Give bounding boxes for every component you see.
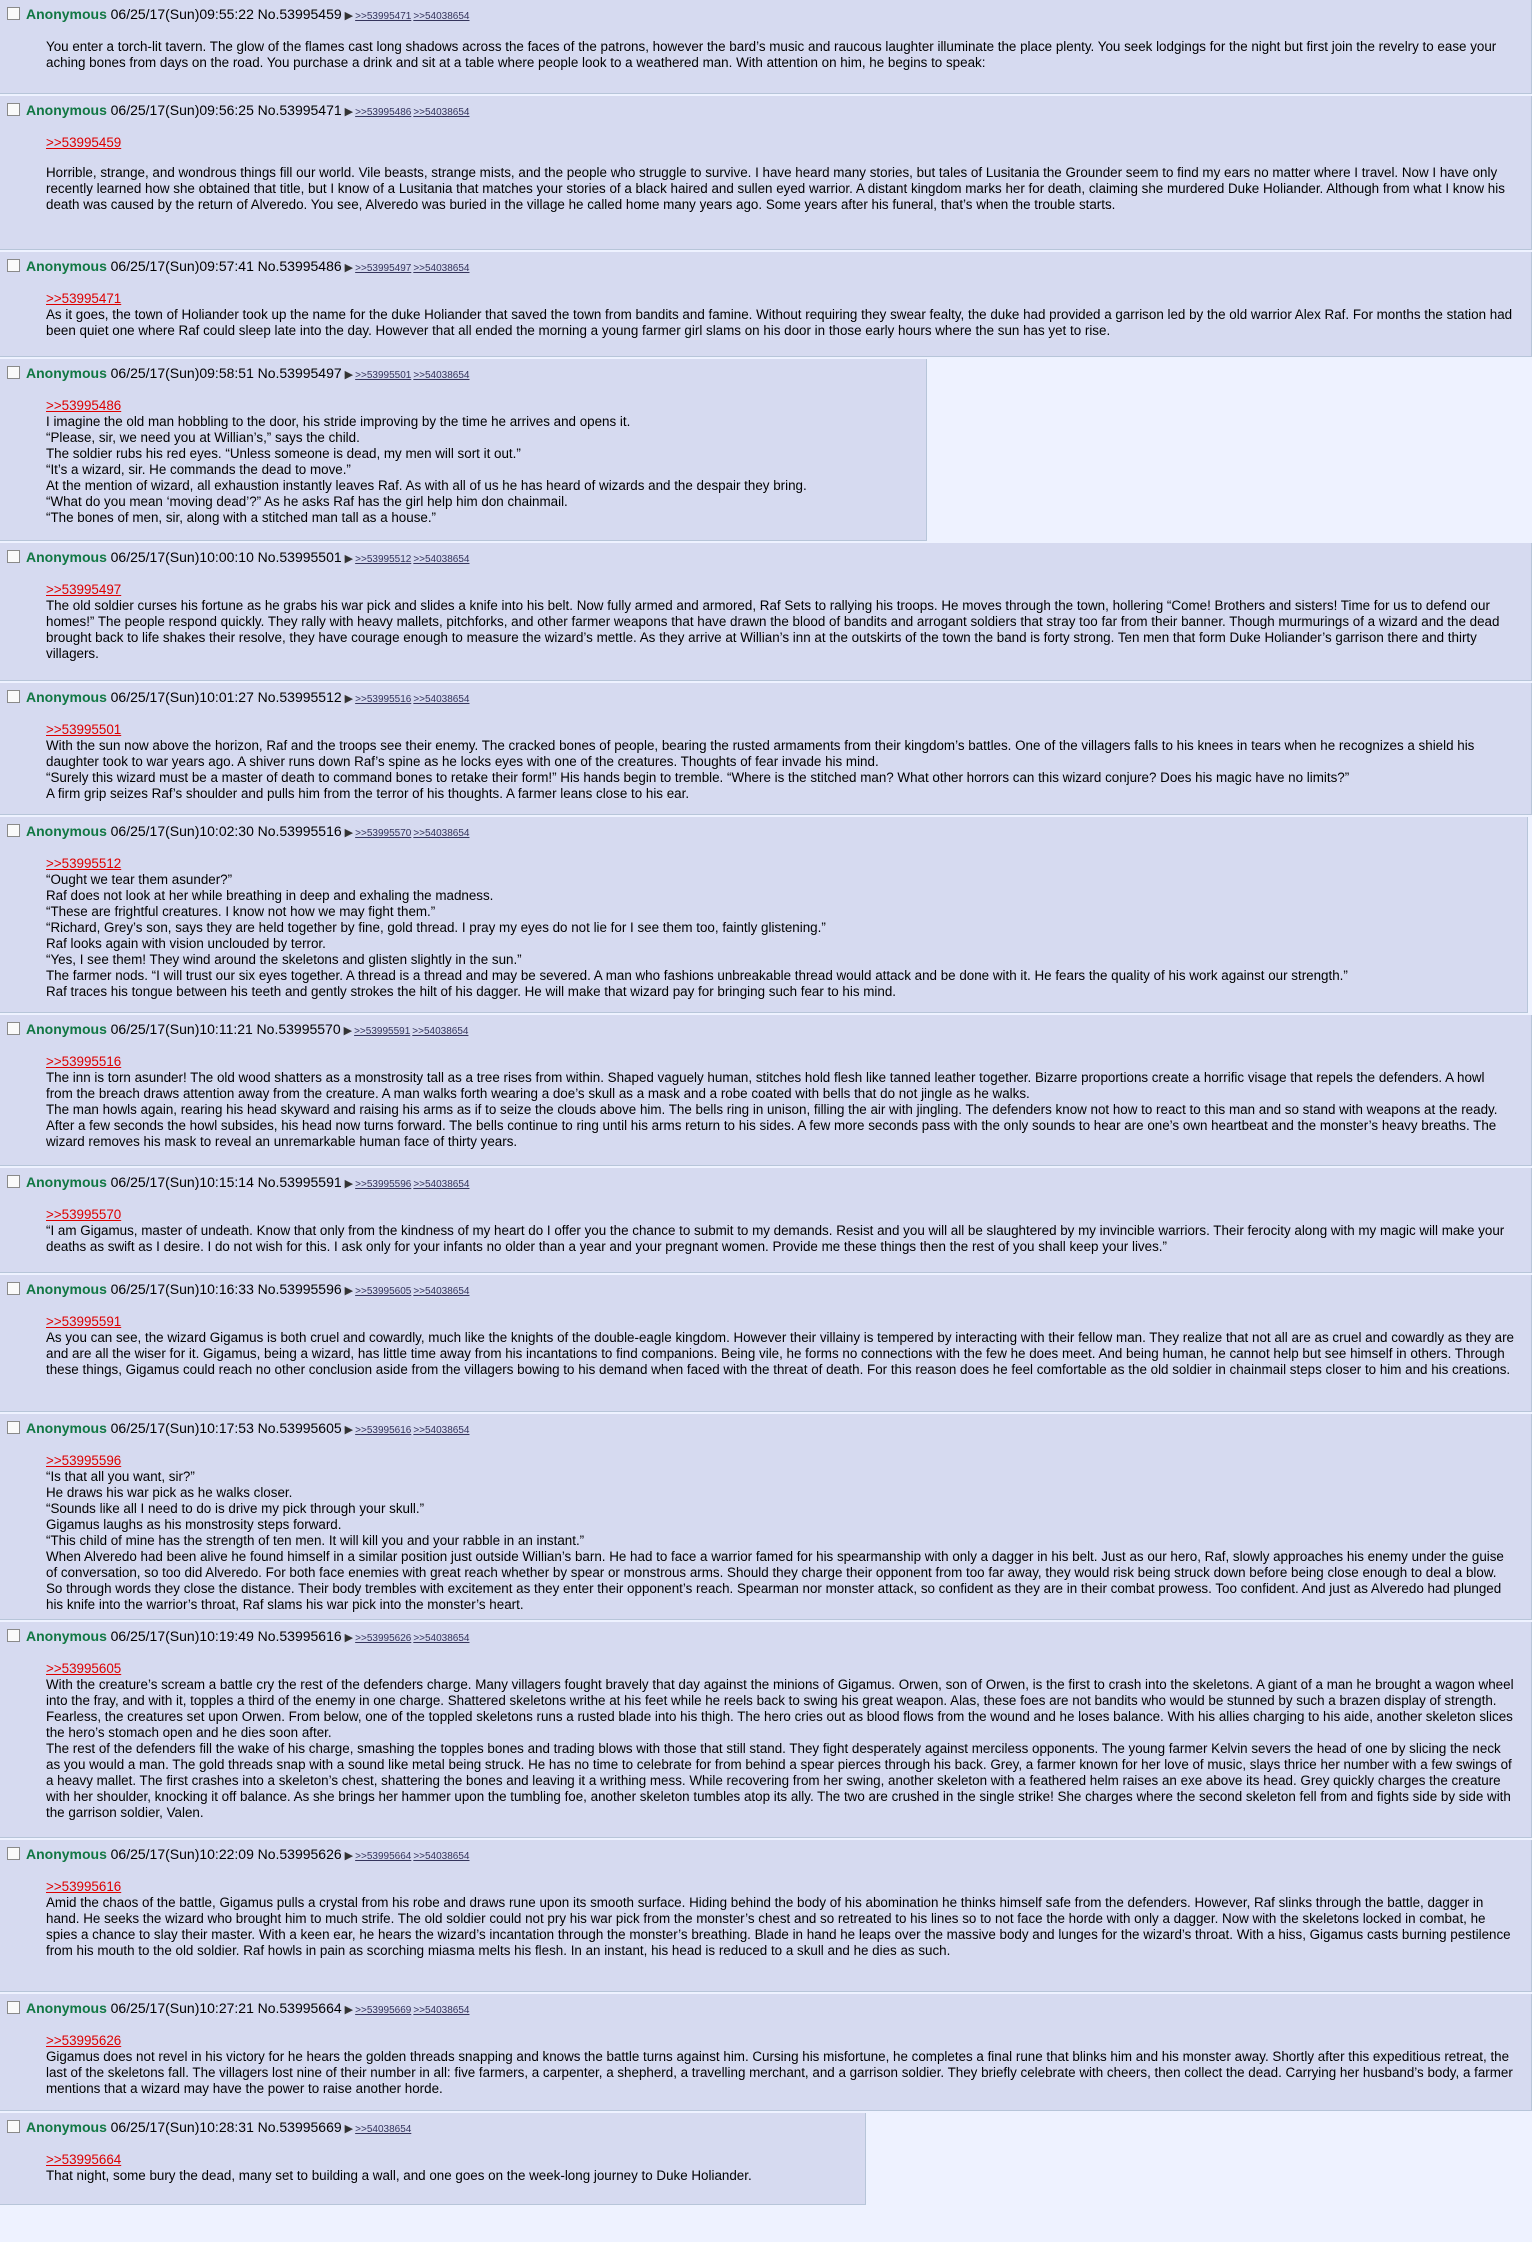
quote-link[interactable]: >>53995570 <box>46 1207 122 1222</box>
post-checkbox[interactable] <box>7 1282 20 1295</box>
message-line: Raf traces his tongue between his teeth and gently strokes the hilt of his dagger. He will make that wizard pay for bringing such fear to his mind. <box>46 984 897 999</box>
post-number-link[interactable]: No.53995516 <box>257 823 342 839</box>
post <box>0 0 1532 94</box>
backlink[interactable]: >>53995497 <box>355 263 412 274</box>
post-number-link[interactable]: No.53995497 <box>257 365 342 381</box>
spacer <box>46 568 1515 582</box>
post-menu-arrow-icon[interactable]: ▶ <box>344 827 354 839</box>
message-line: Horrible, strange, and wondrous things fill our world. Vile beasts, strange mists, and the people who struggle to survive. I have heard many stories, but tales of Lusitania the Grounder seem to find my ears no matter where I travel. Now I have only recently learned how she obtained that title, but I know of a Lusitania that matches your stories of a black haired and sullen eyed warrior. A distant kingdom marks her for death, claiming she murdered Duke Holiander. Although from what I know his death was caused by the return of Alveredo. You see, Alveredo was buried in the village he called home many years ago. Some years after his funeral, that’s when the trouble starts. <box>46 165 1505 212</box>
message-line: You enter a torch-lit tavern. The glow of the flames cast long shadows across the faces of the patrons, however the bard’s music and raucous laughter illuminate the place plenty. You seek lodgings for the night but first join the revelry to ease your aching bones from days on the road. You purchase a drink and sit at a table where people look to a weathered man. With attention on him, he begins to speak: <box>46 39 1497 70</box>
post-message <box>46 121 1515 213</box>
post <box>0 1994 1532 2111</box>
spacer <box>46 277 1515 291</box>
post-message <box>46 1300 1515 1378</box>
post-message <box>46 277 1515 339</box>
spacer <box>46 25 1515 39</box>
message-line: “These are frightful creatures. I know not how we may fight them.” <box>46 904 436 919</box>
message-line: “What do you mean ‘moving dead’?” As he asks Raf has the girl help him don chainmail. <box>46 494 568 509</box>
post-message <box>46 1647 1515 1821</box>
post-checkbox[interactable] <box>7 550 20 563</box>
post-menu-arrow-icon[interactable]: ▶ <box>344 10 354 22</box>
post-number-link[interactable]: No.53995596 <box>257 1281 342 1297</box>
backlink[interactable]: >>54038654 <box>412 1026 469 1037</box>
post <box>0 2113 866 2205</box>
post-date: 06/25/17(Sun)10:17:53 <box>110 1420 254 1436</box>
post-info <box>6 255 1515 277</box>
post-info <box>6 820 1511 842</box>
post <box>0 1015 1532 1166</box>
post-date: 06/25/17(Sun)10:11:21 <box>110 1021 253 1037</box>
post-checkbox[interactable] <box>7 7 20 20</box>
message-line: “Is that all you want, sir?” <box>46 1469 195 1484</box>
post-date: 06/25/17(Sun)09:58:51 <box>110 365 254 381</box>
post-info <box>6 2116 849 2138</box>
quote-link[interactable]: >>53995616 <box>46 1879 122 1894</box>
post-checkbox[interactable] <box>7 1421 20 1434</box>
message-line: “Richard, Grey’s son, says they are held together by fine, gold thread. I pray my eyes do not lie for I see them too, faintly glistening.” <box>46 920 826 935</box>
spacer <box>46 151 1515 165</box>
backlink[interactable]: >>53995471 <box>355 11 412 22</box>
poster-name: Anonymous <box>26 1021 107 1037</box>
poster-name: Anonymous <box>26 1420 107 1436</box>
post-date: 06/25/17(Sun)10:00:10 <box>110 549 254 565</box>
quote-link[interactable]: >>53995516 <box>46 1054 122 1069</box>
message-line: “Surely this wizard must be a master of death to command bones to retake their form!” His hands begin to tremble. “Where is the stitched man? What other horrors can this wizard conjure? Does his magic have no limits?” <box>46 770 1350 785</box>
post-checkbox[interactable] <box>7 824 20 837</box>
backlink[interactable]: >>53995596 <box>355 1179 412 1190</box>
quote-link[interactable]: >>53995664 <box>46 2152 122 2167</box>
post-info <box>6 362 910 384</box>
post-info <box>6 1997 1515 2019</box>
backlink[interactable]: >>54038654 <box>413 828 470 839</box>
poster-name: Anonymous <box>26 1846 107 1862</box>
post-message <box>46 568 1515 662</box>
post-checkbox[interactable] <box>7 259 20 272</box>
backlink[interactable]: >>53995664 <box>355 1851 412 1862</box>
message-line: The inn is torn asunder! The old wood shatters as a monstrosity tall as a tree rises from within. Shaped vaguely human, stitches hold flesh like tanned leather together. Bizarre proportions create a horrific visage that repels the defenders. A howl from the breach draws attention away from the creature. A man walks forth wearing a doe’s skull as a mask and a robe coated with bells that do not jingle as he walks. <box>46 1070 1485 1101</box>
spacer <box>46 2019 1515 2033</box>
post-message <box>46 25 1515 71</box>
post-date: 06/25/17(Sun)09:56:25 <box>110 102 254 118</box>
quote-link[interactable]: >>53995486 <box>46 398 122 413</box>
message-line: Gigamus laughs as his monstrosity steps forward. <box>46 1517 342 1532</box>
post-number-link[interactable]: No.53995591 <box>257 1174 342 1190</box>
message-line: Gigamus does not revel in his victory for he hears the golden threads snapping and knows the battle turns against him. Cursing his misfortune, he completes a final rune that blinks him and his monster away. Shortly after this expeditious retreat, the last of the skeletons fall. The villagers lost nine of their number in all: five farmers, a carpenter, a shepherd, a travelling merchant, and a garrison soldier. They briefly celebrate with cheers, then collect the dead. Carrying her husband’s body, a farmer mentions that a wizard may have the power to raise another horde. <box>46 2049 1513 2096</box>
post-info <box>6 546 1515 568</box>
poster-name: Anonymous <box>26 258 107 274</box>
post <box>0 817 1528 1013</box>
spacer <box>46 2138 849 2152</box>
post-message <box>46 842 1511 1000</box>
poster-name: Anonymous <box>26 1628 107 1644</box>
message-line: The soldier rubs his red eyes. “Unless someone is dead, my men will sort it out.” <box>46 446 521 461</box>
post-menu-arrow-icon[interactable]: ▶ <box>344 1850 354 1862</box>
post-date: 06/25/17(Sun)10:19:49 <box>110 1628 254 1644</box>
post-checkbox[interactable] <box>7 1175 20 1188</box>
post-info <box>6 1278 1515 1300</box>
backlink[interactable]: >>54038654 <box>413 107 470 118</box>
quote-link[interactable]: >>53995626 <box>46 2033 122 2048</box>
post-date: 06/25/17(Sun)10:16:33 <box>110 1281 254 1297</box>
post-info <box>6 1843 1515 1865</box>
post-number-link[interactable]: No.53995471 <box>257 102 342 118</box>
post-menu-arrow-icon[interactable]: ▶ <box>344 1285 354 1297</box>
message-line: With the sun now above the horizon, Raf and the troops see their enemy. The cracked bones of people, bearing the rusted armaments from their kingdom’s battles. One of the villagers falls to his knees in tears when he recognizes a shield his daughter took to war years ago. A shiver runs down Raf’s spine as he locks eyes with one of the creatures. Thoughts of fear invade his mind. <box>46 738 1475 769</box>
post-menu-arrow-icon[interactable]: ▶ <box>343 1025 353 1037</box>
post-checkbox[interactable] <box>7 690 20 703</box>
post <box>0 1275 1532 1412</box>
post-message <box>46 1865 1515 1959</box>
post-checkbox[interactable] <box>7 103 20 116</box>
post-message <box>46 2019 1515 2097</box>
spacer <box>46 121 1515 135</box>
backlink[interactable]: >>53995591 <box>354 1026 411 1037</box>
quote-link[interactable]: >>53995497 <box>46 582 122 597</box>
post-number-link[interactable]: No.53995486 <box>257 258 342 274</box>
post-checkbox[interactable] <box>7 2120 20 2133</box>
message-line: “Yes, I see them! They wind around the skeletons and glisten slightly in the sun.” <box>46 952 522 967</box>
spacer <box>46 1647 1515 1661</box>
post-menu-arrow-icon[interactable]: ▶ <box>344 1632 354 1644</box>
backlink[interactable]: >>54038654 <box>413 1425 470 1436</box>
post-checkbox[interactable] <box>7 1847 20 1860</box>
message-line: A firm grip seizes Raf’s shoulder and pulls him from the terror of his thoughts. A farmer leans close to his ear. <box>46 786 690 801</box>
quote-link[interactable]: >>53995605 <box>46 1661 122 1676</box>
post-menu-arrow-icon[interactable]: ▶ <box>344 1178 354 1190</box>
post-message <box>46 2138 849 2184</box>
backlink[interactable]: >>53995626 <box>355 1633 412 1644</box>
post-message <box>46 1040 1515 1150</box>
poster-name: Anonymous <box>26 365 107 381</box>
post-message <box>46 1439 1515 1613</box>
message-line: Raf looks again with vision unclouded by terror. <box>46 936 326 951</box>
quote-link[interactable]: >>53995471 <box>46 291 122 306</box>
message-line: “It’s a wizard, sir. He commands the dead to move.” <box>46 462 351 477</box>
spacer <box>46 1193 1515 1207</box>
post-number-link[interactable]: No.53995664 <box>257 2000 342 2016</box>
post-number-link[interactable]: No.53995512 <box>257 689 342 705</box>
post-number-link[interactable]: No.53995459 <box>257 6 342 22</box>
post <box>0 1414 1532 1620</box>
spacer <box>46 384 910 398</box>
poster-name: Anonymous <box>26 102 107 118</box>
post <box>0 1622 1532 1838</box>
spacer <box>46 708 1515 722</box>
poster-name: Anonymous <box>26 823 107 839</box>
backlink[interactable]: >>54038654 <box>413 2005 470 2016</box>
poster-name: Anonymous <box>26 2000 107 2016</box>
post-info <box>6 3 1515 25</box>
post-menu-arrow-icon[interactable]: ▶ <box>344 553 354 565</box>
post-info <box>6 1171 1515 1193</box>
poster-name: Anonymous <box>26 1174 107 1190</box>
post-info <box>6 686 1515 708</box>
post-date: 06/25/17(Sun)10:28:31 <box>110 2119 254 2135</box>
message-line: The rest of the defenders fill the wake of his charge, smashing the topples bones and trading blows with those that still stand. They fight desperately against merciless opponents. The young farmer Kelvin severs the head of one by slicing the neck as you would a man. The gold threads snap with a sound like metal being struck. He has no time to celebrate for from behind a spear pierces through his back. Grey, a farmer known for her love of music, slays thrice her number with a few swings of a heavy mallet. The first crashes into a skeleton’s chest, shattering the bones and leaving it a writhing mess. While recovering from her swing, another skeleton with a feathered helm raises an exe above its head. Grey quickly charges the creature with her shoulder, knocking it off balance. As she brings her hammer upon the tumbling foe, another skeleton tumbles atop its ally. The two are crushed in the single strike! She charges where the second skeleton fell from and fights side by side with the garrison soldier, Valen. <box>46 1741 1512 1820</box>
message-line: As you can see, the wizard Gigamus is both cruel and cowardly, much like the knights of the double-eagle kingdom. However their villainy is tempered by interacting with their fellow man. They realize that not all are as cruel and cowardly as they are and are all the wiser for it. Gigamus, being a wizard, has little time away from his incantations to find companions. Being vile, he forms no connections with the few he does meet. And being human, he cannot help but see himself in others. Through these things, Gigamus could reach no other conclusion aside from the villagers bowing to his demand when faced with the threat of death. For this reason does he feel comfortable as the old soldier in chainmail steps closer to him and his creations. <box>46 1330 1515 1377</box>
poster-name: Anonymous <box>26 1281 107 1297</box>
post-number-link[interactable]: No.53995501 <box>257 549 342 565</box>
spacer <box>46 1040 1515 1054</box>
message-line: I imagine the old man hobbling to the door, his stride improving by the time he arrives and opens it. <box>46 414 631 429</box>
backlink[interactable]: >>54038654 <box>413 1851 470 1862</box>
message-line: “Ought we tear them asunder?” <box>46 872 233 887</box>
post <box>0 1168 1532 1273</box>
post-menu-arrow-icon[interactable]: ▶ <box>344 1424 354 1436</box>
backlink[interactable]: >>54038654 <box>413 11 470 22</box>
post-menu-arrow-icon[interactable]: ▶ <box>344 2004 354 2016</box>
spacer <box>46 842 1511 856</box>
post-date: 06/25/17(Sun)10:27:21 <box>110 2000 254 2016</box>
backlink[interactable]: >>53995516 <box>355 694 412 705</box>
post-menu-arrow-icon[interactable]: ▶ <box>344 106 354 118</box>
spacer <box>46 1439 1515 1453</box>
post-checkbox[interactable] <box>7 1629 20 1642</box>
post <box>0 1840 1532 1992</box>
post-number-link[interactable]: No.53995669 <box>257 2119 342 2135</box>
message-line: That night, some bury the dead, many set to building a wall, and one goes on the week-long journey to Duke Holiander. <box>46 2168 752 2183</box>
quote-link[interactable]: >>53995459 <box>46 135 122 150</box>
message-line: “Sounds like all I need to do is drive my pick through your skull.” <box>46 1501 425 1516</box>
backlink[interactable]: >>54038654 <box>413 1633 470 1644</box>
backlink[interactable]: >>53995605 <box>355 1286 412 1297</box>
poster-name: Anonymous <box>26 549 107 565</box>
backlink[interactable]: >>53995616 <box>355 1425 412 1436</box>
message-line: As it goes, the town of Holiander took up the name for the duke Holiander that saved the town from bandits and famine. Without requiring they swear fealty, the duke had provided a garrison led by the old warrior Alex Raf. For months the station had been quiet one where Raf could sleep late into the day. However that all ended the morning a young farmer girl slams on his door in those early hours where the sun has yet to rise. <box>46 307 1513 338</box>
backlink[interactable]: >>53995512 <box>355 554 412 565</box>
post-date: 06/25/17(Sun)10:01:27 <box>110 689 254 705</box>
message-line: Raf does not look at her while breathing in deep and exhaling the madness. <box>46 888 494 903</box>
message-line: Amid the chaos of the battle, Gigamus pulls a crystal from his robe and draws rune upon its smooth surface. Hiding behind the body of his abomination he thinks himself safe from the defenders. However, Raf slinks through the battle, dagger in hand. He seeks the wizard who brought him to much strife. The old soldier could not pry his war pick from the monster’s chest and so retreated to his lines so to not face the horde with only a dagger. Now with the skeletons locked in combat, he spies a chance to slay their master. With a keen ear, he hears the wizard’s incantation through the monster’s breathing. Blade in hand he leaps over the massive body and lunges for the wizard’s throat. With a hiss, Gigamus casts burning pestilence from his mouth to the old soldier. Raf howls in pain as scorching miasma melts his flesh. In an instant, his head is reduced to a skull and he dies as such. <box>46 1895 1511 1958</box>
message-line: The farmer nods. “I will trust our six eyes together. A thread is a thread and may be severed. A man who fashions unbreakable thread would attack and be done with it. He fears the quality of his work against our strength.” <box>46 968 1348 983</box>
post-menu-arrow-icon[interactable]: ▶ <box>344 262 354 274</box>
quote-link[interactable]: >>53995501 <box>46 722 122 737</box>
spacer <box>46 1300 1515 1314</box>
post-number-link[interactable]: No.53995626 <box>257 1846 342 1862</box>
post <box>0 359 927 541</box>
backlink[interactable]: >>53995669 <box>355 2005 412 2016</box>
post-menu-arrow-icon[interactable]: ▶ <box>344 693 354 705</box>
post-menu-arrow-icon[interactable]: ▶ <box>344 2123 354 2135</box>
message-line: The man howls again, rearing his head skyward and raising his arms as if to seize the clouds above him. The bells ring in unison, filling the air with jingling. The defenders know not how to react to this man and so stand with weapons at the ready. After a few seconds the howl subsides, his head now turns forward. The bells continue to ring until his arms return to his sides. A few more seconds pass with the only sounds to hear are one’s own heartbeat and the monster’s heavy breaths. The wizard removes his mask to reveal an unremarkable human face of thirty years. <box>46 1102 1498 1149</box>
post-info <box>6 1625 1515 1647</box>
post-checkbox[interactable] <box>7 366 20 379</box>
post-message <box>46 708 1515 802</box>
post-message <box>46 1193 1515 1255</box>
backlink[interactable]: >>54038654 <box>413 554 470 565</box>
backlink[interactable]: >>54038654 <box>413 1179 470 1190</box>
post <box>0 683 1532 815</box>
backlink[interactable]: >>53995486 <box>355 107 412 118</box>
post-date: 06/25/17(Sun)10:15:14 <box>110 1174 254 1190</box>
backlink[interactable]: >>54038654 <box>413 1286 470 1297</box>
quote-link[interactable]: >>53995591 <box>46 1314 122 1329</box>
message-line: At the mention of wizard, all exhaustion instantly leaves Raf. As with all of us he has heard of wizards and the despair they bring. <box>46 478 807 493</box>
message-line: “The bones of men, sir, along with a stitched man tall as a house.” <box>46 510 437 525</box>
post-number-link[interactable]: No.53995605 <box>257 1420 342 1436</box>
backlink[interactable]: >>54038654 <box>413 694 470 705</box>
spacer <box>46 1865 1515 1879</box>
post <box>0 96 1532 250</box>
backlink[interactable]: >>53995570 <box>355 828 412 839</box>
poster-name: Anonymous <box>26 2119 107 2135</box>
post <box>0 252 1532 357</box>
message-line: The old soldier curses his fortune as he grabs his war pick and slides a knife into his belt. Now fully armed and armored, Raf Sets to rallying his troops. He moves through the town, hollering “Come! Brothers and sisters! Time for us to defend our homes!” The people respond quickly. They rally with heavy mallets, pitchforks, and other farmer weapons that have drawn the blood of bandits and arrogant soldiers that stray too far from their banner. Though murmurings of a wizard and the dead brought back to life shakes their resolve, they have courage enough to measure the wizard’s mettle. As they arrive at Willian’s inn at the outskirts of the town the band is forty strong. Ten men that form Duke Holiander’s garrison there and thirty villagers. <box>46 598 1500 661</box>
post-date: 06/25/17(Sun)10:22:09 <box>110 1846 254 1862</box>
poster-name: Anonymous <box>26 6 107 22</box>
post-info <box>6 99 1515 121</box>
backlink[interactable]: >>54038654 <box>413 370 470 381</box>
poster-name: Anonymous <box>26 689 107 705</box>
backlink[interactable]: >>53995501 <box>355 370 412 381</box>
backlink[interactable]: >>54038654 <box>355 2124 412 2135</box>
message-line: “I am Gigamus, master of undeath. Know that only from the kindness of my heart do I offer you the chance to submit to my demands. Resist and you will all be slaughtered by my invincible warriors. Their ferocity along with my magic will make your deaths as swift as I desire. I do not wish for this. I ask only for your infants no older than a year and your pregnant women. Provide me these things then the rest of you shall keep your lives.” <box>46 1223 1505 1254</box>
quote-link[interactable]: >>53995512 <box>46 856 122 871</box>
post-date: 06/25/17(Sun)09:55:22 <box>110 6 254 22</box>
backlink[interactable]: >>54038654 <box>413 263 470 274</box>
post-message <box>46 384 910 526</box>
post-number-link[interactable]: No.53995616 <box>257 1628 342 1644</box>
post-info <box>6 1018 1515 1040</box>
quote-link[interactable]: >>53995596 <box>46 1453 122 1468</box>
message-line: With the creature’s scream a battle cry the rest of the defenders charge. Many villagers fought bravely that day against the minions of Gigamus. Orwen, son of Orwen, is the first to crash into the skeletons. A giant of a man he brought a wagon wheel into the fray, and with it, topples a third of the enemy in one charge. Shattered skeletons writhe at his feet while he reels back to swing his great weapon. Alas, these foes are not bandits who would be stunned by such a brazen display of strength. Fearless, the creatures set upon Orwen. From below, one of the toppled skeletons runs a rusted blade into his thigh. The hero cries out as blood flows from the wound and he loses balance. With his allies charging to his aide, another skeleton slices the hero’s stomach open and he dies soon after. <box>46 1677 1514 1740</box>
message-line: “This child of mine has the strength of ten men. It will kill you and your rabble in an instant.” <box>46 1533 585 1548</box>
message-line: When Alveredo had been alive he found himself in a similar position just outside Willian’s barn. He had to face a warrior famed for his spearmanship with only a dagger in his belt. Just as our hero, Raf, slowly approaches his enemy under the guise of conversation, so too did Alveredo. For both face enemies with great reach whether by spear or monstrous arms. Should they charge their opponent from too far away, they would risk being struck down before being close enough to deal a blow. So through words they close the distance. Their body trembles with excitement as they enter their opponent’s reach. Spearman nor monster attack, so confident as they are in their combat prowess. Too confident. And just as Alveredo had plunged his knife into the warrior’s throat, Raf slams his war pick into the monster’s heart. <box>46 1549 1504 1612</box>
post-checkbox[interactable] <box>7 2001 20 2014</box>
post-date: 06/25/17(Sun)10:02:30 <box>110 823 254 839</box>
post-menu-arrow-icon[interactable]: ▶ <box>344 369 354 381</box>
post <box>0 543 1532 681</box>
post-checkbox[interactable] <box>7 1022 20 1035</box>
message-line: “Please, sir, we need you at Willian’s,” says the child. <box>46 430 360 445</box>
post-date: 06/25/17(Sun)09:57:41 <box>110 258 254 274</box>
message-line: He draws his war pick as he walks closer. <box>46 1485 293 1500</box>
post-number-link[interactable]: No.53995570 <box>256 1021 341 1037</box>
post-info <box>6 1417 1515 1439</box>
